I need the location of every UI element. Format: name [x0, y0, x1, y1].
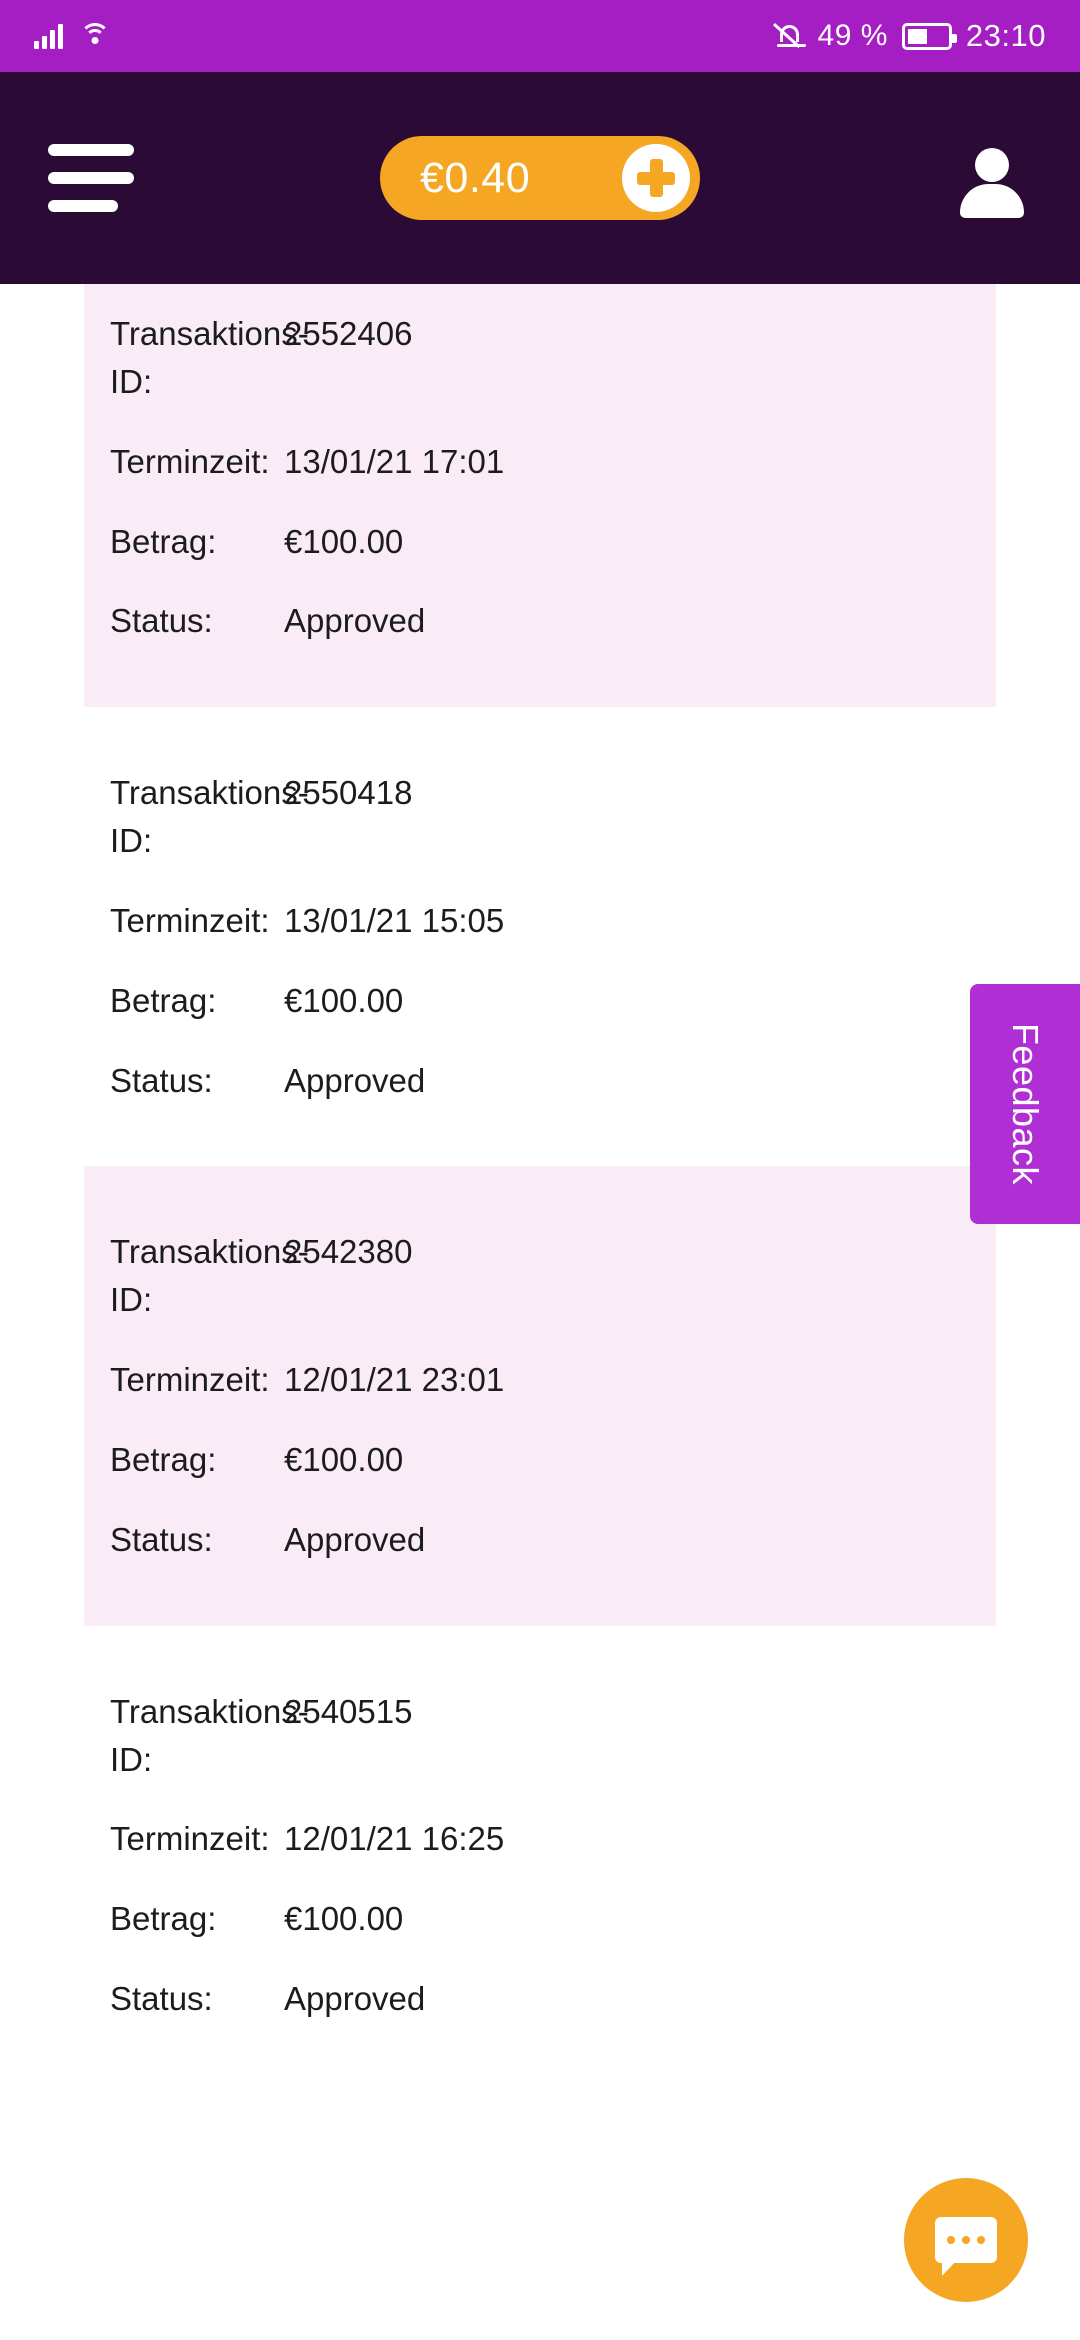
user-avatar-icon	[956, 144, 1028, 218]
cellular-signal-icon	[34, 23, 63, 49]
transaction-time-value: 12/01/21 16:25	[284, 1820, 505, 1858]
transaction-status-label: Status:	[110, 1520, 213, 1558]
transaction-amount-label: Betrag:	[110, 981, 217, 1019]
transaction-amount-value: €100.00	[284, 1440, 404, 1478]
transaction-amount-row	[84, 1879, 996, 1959]
transaction-status-label: Status:	[110, 602, 213, 640]
transaction-id-row	[84, 753, 996, 881]
battery-icon	[902, 23, 952, 50]
transaction-amount-row	[84, 1420, 996, 1500]
app-header	[0, 72, 1080, 284]
table-row[interactable]	[84, 707, 996, 1166]
transaction-time-value: 13/01/21 17:01	[284, 442, 505, 480]
transaction-time-value: 12/01/21 23:01	[284, 1361, 505, 1399]
status-bar-left	[34, 23, 111, 49]
bell-muted-icon	[776, 21, 804, 51]
feedback-tab-button[interactable]	[970, 984, 1080, 1224]
transaction-amount-value: €100.00	[284, 522, 404, 560]
transaction-time-row	[84, 881, 996, 961]
table-row[interactable]	[84, 1166, 996, 1625]
wifi-icon	[79, 23, 111, 49]
transaction-time-label: Terminzeit:	[110, 901, 270, 939]
status-bar-clock: 23:10	[965, 18, 1046, 53]
battery-percent-label: 49 %	[817, 19, 888, 52]
plus-circle-icon[interactable]	[622, 144, 690, 212]
transaction-status-row	[84, 1500, 996, 1580]
transaction-time-row	[84, 1340, 996, 1420]
balance-amount-label: €0.40	[420, 153, 531, 202]
transactions-list[interactable]	[0, 284, 1080, 2340]
transaction-id-row	[84, 294, 996, 422]
status-bar	[0, 0, 1080, 72]
status-bar-right	[776, 18, 1046, 54]
transaction-time-label: Terminzeit:	[110, 1361, 270, 1399]
transaction-time-row	[84, 422, 996, 502]
status-badge: Approved	[284, 602, 426, 640]
transaction-amount-row	[84, 502, 996, 582]
transaction-id-label: Transaktions-ID:	[110, 774, 309, 860]
transaction-id-value: 2552406	[284, 315, 413, 352]
transaction-status-row	[84, 1959, 996, 2039]
feedback-tab-label: Feedback	[1005, 1022, 1047, 1186]
transaction-id-row	[84, 1672, 996, 1800]
table-row[interactable]	[84, 284, 996, 707]
transaction-id-label: Transaktions-ID:	[110, 315, 309, 400]
transaction-amount-label: Betrag:	[110, 522, 217, 560]
transaction-amount-value: €100.00	[284, 1900, 404, 1938]
chat-support-button[interactable]	[904, 2178, 1028, 2302]
transaction-status-label: Status:	[110, 1061, 213, 1099]
transaction-time-label: Terminzeit:	[110, 442, 270, 480]
transaction-time-label: Terminzeit:	[110, 1820, 270, 1858]
transaction-id-label: Transaktions-ID:	[110, 1692, 309, 1778]
table-row[interactable]	[84, 1626, 996, 2085]
transaction-amount-row	[84, 961, 996, 1041]
chat-bubble-icon	[935, 2217, 997, 2263]
status-badge: Approved	[284, 1980, 426, 2018]
transaction-status-label: Status:	[110, 1980, 213, 2018]
transaction-id-value: 2542380	[284, 1233, 413, 1271]
transaction-time-value: 13/01/21 15:05	[284, 901, 505, 939]
transaction-id-value: 2540515	[284, 1692, 413, 1730]
transaction-amount-label: Betrag:	[110, 1900, 217, 1938]
transaction-id-label: Transaktions-ID:	[110, 1233, 309, 1319]
account-button[interactable]	[952, 138, 1032, 218]
balance-button[interactable]	[380, 136, 700, 220]
transaction-id-row	[84, 1212, 996, 1340]
transaction-amount-label: Betrag:	[110, 1440, 217, 1478]
hamburger-menu-icon[interactable]	[48, 144, 134, 212]
status-badge: Approved	[284, 1520, 426, 1558]
transaction-status-row	[84, 581, 996, 661]
transaction-time-row	[84, 1799, 996, 1879]
transaction-id-value: 2550418	[284, 774, 413, 812]
transaction-amount-value: €100.00	[284, 981, 404, 1019]
status-badge: Approved	[284, 1061, 426, 1099]
transaction-status-row	[84, 1041, 996, 1121]
